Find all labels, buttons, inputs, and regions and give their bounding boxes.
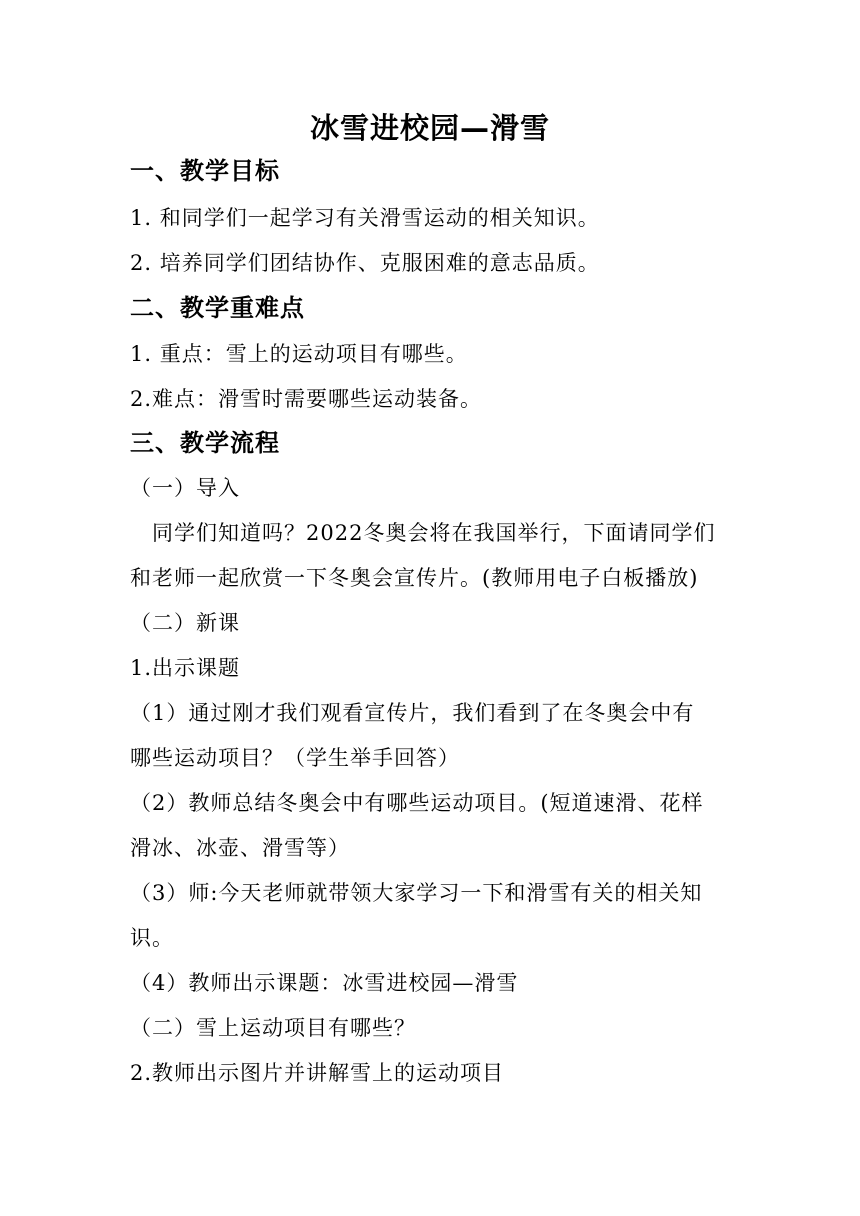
intro-label: （一）导入	[130, 476, 240, 500]
document-title: 冰雪进校园—滑雪	[309, 111, 550, 145]
step1-item3-line2: 识。	[130, 926, 174, 950]
goal-item-2: 2. 培养同学们团结协作、克服困难的意志品质。	[130, 251, 600, 275]
new-lesson-label: （二）新课	[130, 611, 240, 635]
step1-item3-line1: （3）师:今天老师就带领大家学习一下和滑雪有关的相关知	[130, 881, 703, 905]
step1-item2-line2: 滑冰、冰壶、滑雪等）	[130, 836, 350, 860]
step1-item1-line1: （1）通过刚才我们观看宣传片，我们看到了在冬奥会中有	[130, 701, 695, 725]
intro-paragraph-line-2: 和老师一起欣赏一下冬奥会宣传片。(教师用电子白板播放)	[130, 566, 699, 590]
step1-label: 1.出示课题	[130, 656, 241, 680]
goal-item-1: 1. 和同学们一起学习有关滑雪运动的相关知识。	[130, 206, 600, 230]
section-heading-key-points: 二、教学重难点	[130, 294, 305, 322]
step1-item4: （4）教师出示课题：冰雪进校园—滑雪	[130, 971, 519, 995]
step1-item2-line1: （2）教师总结冬奥会中有哪些运动项目。(短道速滑、花样	[130, 791, 704, 815]
section-heading-process: 三、教学流程	[130, 429, 280, 457]
key-point-item-2: 2.难点：滑雪时需要哪些运动装备。	[130, 387, 483, 411]
key-point-item-1: 1. 重点：雪上的运动项目有哪些。	[130, 342, 468, 366]
step2-label: 2.教师出示图片并讲解雪上的运动项目	[130, 1061, 505, 1085]
snow-sports-label: （二）雪上运动项目有哪些？	[130, 1016, 416, 1040]
step1-item1-line2: 哪些运动项目？（学生举手回答）	[130, 746, 460, 770]
intro-paragraph-line-1: 同学们知道吗？2022冬奥会将在我国举行，下面请同学们	[152, 521, 716, 545]
section-heading-goals: 一、教学目标	[130, 157, 280, 185]
